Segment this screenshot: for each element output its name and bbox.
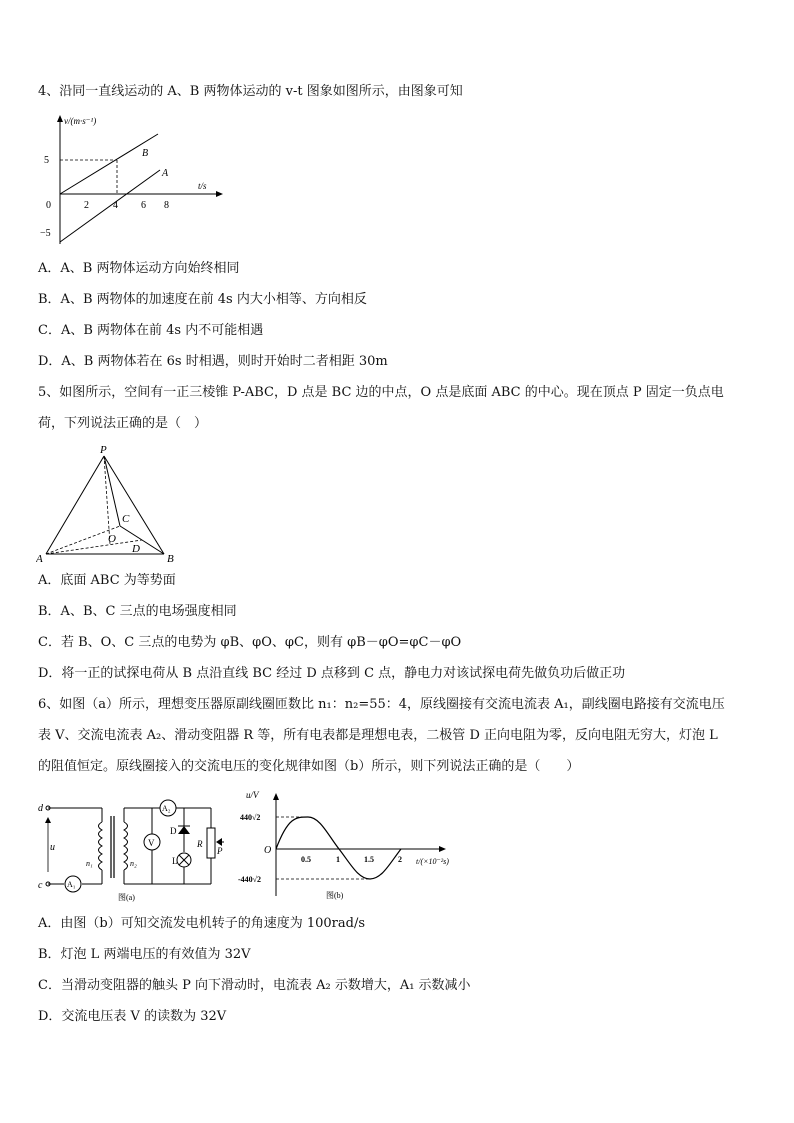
label-a2: A₂	[162, 804, 171, 813]
x-tick-8: 8	[164, 200, 169, 211]
label-n2: n₂	[130, 859, 137, 868]
primary-coil	[99, 822, 103, 870]
label-o: O	[108, 533, 116, 545]
label-c-terminal: c	[38, 880, 43, 891]
origin-label: 0	[46, 200, 51, 211]
label-u: u	[50, 842, 55, 853]
peak-pos-label: 440√2	[240, 813, 261, 822]
q6-option-b: B．灯泡 L 两端电压的有效值为 32V	[38, 947, 251, 962]
voltage-arrow-head	[45, 817, 51, 823]
y-axis-arrow	[273, 793, 279, 800]
label-n1: n₁	[86, 859, 93, 868]
sine-curve	[276, 817, 401, 879]
label-d: D	[132, 543, 140, 555]
label-a: A	[36, 553, 43, 564]
q4-option-a: A．A、B 两物体运动方向始终相同	[38, 261, 240, 276]
line-a-label: A	[162, 168, 169, 179]
line-b-label: B	[142, 148, 149, 159]
peak-neg-label: -440√2	[238, 875, 262, 884]
q4-option-d: D．A、B 两物体若在 6s 时相遇，则时开始时二者相距 30m	[38, 354, 388, 369]
x-axis-arrow	[216, 191, 223, 197]
q6-option-a: A．由图（b）可知交流发电机转子的角速度为 100rad/s	[38, 916, 365, 931]
q5-option-a: A．底面 ABC 为等势面	[38, 573, 176, 588]
q6-option-c: C．当滑动变阻器的触头 P 向下滑动时，电流表 A₂ 示数增大，A₁ 示数减小	[38, 978, 471, 993]
x-tick-6: 6	[141, 200, 146, 211]
x-tick-2: 2	[84, 200, 89, 211]
q4-option-c: C．A、B 两物体在前 4s 内不可能相遇	[38, 323, 264, 338]
q6-sine-graph-figure-b	[238, 790, 458, 902]
diode-d	[178, 826, 190, 834]
x-tick-2: 2	[398, 855, 402, 864]
label-lamp: L	[172, 856, 178, 866]
x-tick-1-5: 1.5	[364, 855, 374, 864]
rheostat-r	[207, 828, 215, 858]
y-axis-label: v/(m·s⁻¹)	[64, 116, 97, 126]
label-p: P	[217, 846, 223, 856]
q6-stem-line1: 6、如图（a）所示，理想变压器原副线圈匝数比 n₁：n₂=55：4，原线圈接有交流电流表 A₁，副线圈电路接有交流电压	[38, 697, 725, 712]
q6-option-d: D．交流电压表 V 的读数为 32V	[38, 1009, 227, 1024]
label-d-terminal: d	[38, 803, 43, 814]
x-axis-label: t/s	[198, 181, 207, 191]
q5-option-b: B．A、B、C 三点的电场强度相同	[38, 604, 237, 619]
x-axis-arrow	[439, 846, 446, 852]
caption-b: 图(b)	[326, 891, 344, 900]
x-tick-0-5: 0.5	[301, 855, 311, 864]
q4-vt-graph	[36, 112, 226, 247]
label-a1: A₁	[67, 880, 76, 889]
label-b: B	[167, 553, 174, 564]
q4-option-b: B．A、B 两物体的加速度在前 4s 内大小相等、方向相反	[38, 292, 367, 307]
x-tick-4: 4	[113, 200, 118, 211]
origin-label: O	[264, 845, 272, 856]
label-r: R	[197, 839, 203, 849]
q5-pyramid-figure	[36, 442, 186, 564]
y-tick-5: 5	[44, 155, 49, 166]
caption-a: 图(a)	[118, 893, 135, 902]
x-tick-1: 1	[336, 855, 340, 864]
q4-stem: 4、沿同一直线运动的 A、B 两物体运动的 v-t 图象如图所示，由图象可知	[38, 84, 463, 99]
q6-stem-line3: 的阻值恒定。原线圈接入的交流电压的变化规律如图（b）所示，则下列说法正确的是（ ）	[38, 759, 580, 774]
q5-stem-line1: 5、如图所示，空间有一正三棱锥 P-ABC，D 点是 BC 边的中点，O 点是底面 ABC 的中心。现在顶点 P 固定一负点电	[38, 385, 724, 400]
q5-option-d: D．将一正的试探电荷从 B 点沿直线 BC 经过 D 点移到 C 点，静电力对该试探电荷先做负功后做正功	[38, 666, 626, 681]
label-v: V	[148, 838, 155, 848]
label-c: C	[122, 513, 130, 525]
y-axis-arrow	[57, 115, 63, 122]
line-b	[60, 134, 158, 194]
x-axis-label: t/(×10⁻²s)	[416, 857, 449, 866]
y-tick-neg5: −5	[40, 228, 51, 239]
edge-pa	[46, 456, 104, 554]
slider-p-arrow	[216, 838, 222, 846]
q5-option-c: C．若 B、O、C 三点的电势为 φB、φO、φC，则有 φB－φO=φC－φO	[38, 635, 462, 650]
line-ad-hidden	[46, 540, 142, 554]
label-p: P	[100, 444, 107, 456]
q5-stem-line2: 荷，下列说法正确的是（ ）	[38, 416, 208, 431]
secondary-coil	[124, 822, 128, 870]
y-axis-label: u/V	[246, 790, 259, 800]
q6-circuit-figure-a	[36, 792, 226, 902]
q6-stem-line2: 表 V、交流电流表 A₂、滑动变阻器 R 等，所有电表都是理想电表，二极管 D 正向电阻为零，反向电阻无穷大，灯泡 L	[38, 728, 718, 743]
label-diode: D	[170, 826, 177, 836]
